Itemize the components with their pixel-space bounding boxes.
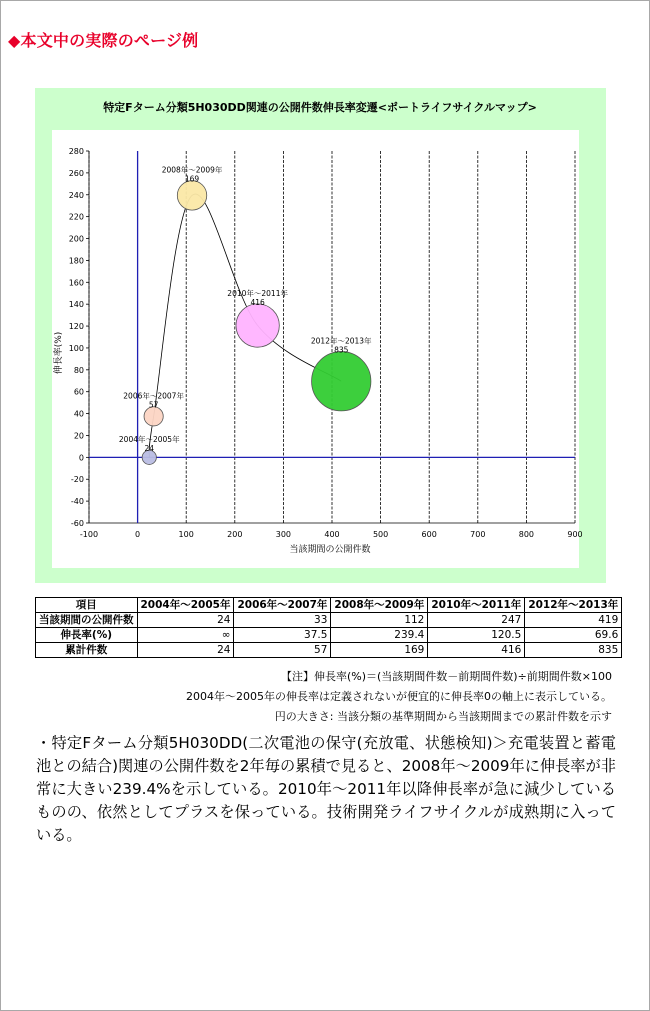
table-cell: 112 xyxy=(331,613,428,628)
table-cell: 69.6 xyxy=(525,628,622,643)
table-cell: 120.5 xyxy=(428,628,525,643)
bubble-chart xyxy=(35,88,606,583)
bubble-period-label: 2008年～2009年 xyxy=(161,165,223,175)
bubble-period-label: 2006年～2007年 xyxy=(123,391,184,401)
table-cell: 24 xyxy=(137,613,234,628)
table-cell: 57 xyxy=(234,643,331,658)
y-tick-label: 280 xyxy=(68,147,84,156)
x-tick-label: 700 xyxy=(470,530,486,539)
table-column-header: 2010年～2011年 xyxy=(428,598,525,613)
bubble-size-label: 169 xyxy=(184,174,200,184)
page-heading: ◆本文中の実際のページ例 xyxy=(8,31,199,50)
y-tick-label: 140 xyxy=(68,300,84,310)
body-paragraph: ・特定Fターム分類5H030DD(二次電池の保守(充放電、状態検知)＞充電装置と蓄電池との結合)関連の公開件数を2年毎の累積で見ると、2008年～2009年に伸長率が非常に大きい239.4%を示している。2010年～2011年以降伸長率が急に減少しているものの、依然としてプラスを保っている。技術開発ライフサイクルが成熟期に入っている。 xyxy=(36,734,616,844)
y-tick-label: 260 xyxy=(68,168,84,178)
note-first-period: 2004年～2005年の伸長率は定義されないが便宜的に伸長率0の軸上に表示している。 xyxy=(186,690,612,703)
bubble xyxy=(236,304,279,347)
x-tick-label: 300 xyxy=(275,530,292,539)
bubble-size-label: 416 xyxy=(250,297,265,307)
table-header-row xyxy=(36,598,622,613)
table-column-header: 2006年～2007年 xyxy=(234,598,331,613)
x-tick-label: 400 xyxy=(324,530,340,539)
table-row-header: 当該期間の公開件数 xyxy=(36,613,138,628)
table-cell: 24 xyxy=(137,643,234,658)
table-row xyxy=(36,643,622,658)
bubble-period-label: 2010年～2011年 xyxy=(227,288,288,298)
y-tick-label: -40 xyxy=(70,497,84,507)
x-tick-label: 900 xyxy=(567,530,583,539)
y-axis-title: 伸長率(%) xyxy=(54,331,64,375)
table-row xyxy=(36,613,622,628)
x-tick-label: 800 xyxy=(518,530,535,539)
data-table xyxy=(35,597,622,658)
table-row-header: 伸長率(%) xyxy=(36,628,138,643)
bubble-period-label: 2004年～2005年 xyxy=(118,435,180,445)
y-tick-label: 200 xyxy=(68,234,84,244)
y-tick-label: -60 xyxy=(70,519,84,528)
bubble-period-label: 2012年～2013年 xyxy=(310,336,372,346)
note-growth-formula: 【注】伸長率(%)＝(当該期間件数－前期間件数)÷前期間件数×100 xyxy=(280,670,612,683)
chart-title: 特定Fターム分類5H030DD関連の公開件数伸長率変遷<ポートライフサイクルマップ> xyxy=(103,101,537,114)
bubble xyxy=(312,352,371,411)
x-tick-label: 0 xyxy=(135,530,141,539)
table-cell: 247 xyxy=(428,613,525,628)
y-tick-label: 20 xyxy=(73,431,84,441)
x-tick-label: -100 xyxy=(79,530,99,539)
table-cell: 169 xyxy=(331,643,428,658)
y-tick-label: 160 xyxy=(68,278,84,288)
x-tick-label: 200 xyxy=(227,530,243,539)
table-row-header: 累計件数 xyxy=(36,643,138,658)
bubble-size-label: 24 xyxy=(144,444,155,454)
table-cell: 419 xyxy=(525,613,622,628)
table-cell: 239.4 xyxy=(331,628,428,643)
x-tick-label: 500 xyxy=(372,530,389,539)
table-cell: 33 xyxy=(234,613,331,628)
y-tick-label: -20 xyxy=(70,475,84,485)
table-column-header: 2004年～2005年 xyxy=(137,598,234,613)
x-tick-label: 100 xyxy=(178,530,194,539)
y-tick-label: 220 xyxy=(68,212,84,222)
table-row xyxy=(36,628,622,643)
table-cell: 37.5 xyxy=(234,628,331,643)
table-cell: 835 xyxy=(525,643,622,658)
table-column-header: 2012年～2013年 xyxy=(525,598,622,613)
y-tick-label: 100 xyxy=(68,343,84,353)
table-cell: ∞ xyxy=(137,628,234,643)
table-corner-header: 項目 xyxy=(36,598,138,613)
y-tick-label: 120 xyxy=(68,322,84,332)
x-tick-label: 600 xyxy=(421,530,437,539)
y-tick-label: 180 xyxy=(68,256,84,266)
y-tick-label: 40 xyxy=(73,409,84,419)
bubble-size-label: 835 xyxy=(334,345,349,355)
y-tick-label: 60 xyxy=(73,387,84,397)
chart-panel xyxy=(35,88,606,583)
table-column-header: 2008年～2009年 xyxy=(331,598,428,613)
y-tick-label: 240 xyxy=(68,190,84,200)
bubble xyxy=(177,181,206,210)
table-cell: 416 xyxy=(428,643,525,658)
note-circle-size: 円の大きさ: 当該分類の基準期間から当該期間までの累計件数を示す xyxy=(274,710,612,723)
plot-area xyxy=(52,130,579,568)
y-tick-label: 80 xyxy=(73,365,84,375)
x-axis-title: 当該期間の公開件数 xyxy=(289,545,371,555)
bubble-size-label: 57 xyxy=(148,400,159,410)
y-tick-label: 0 xyxy=(78,453,84,463)
